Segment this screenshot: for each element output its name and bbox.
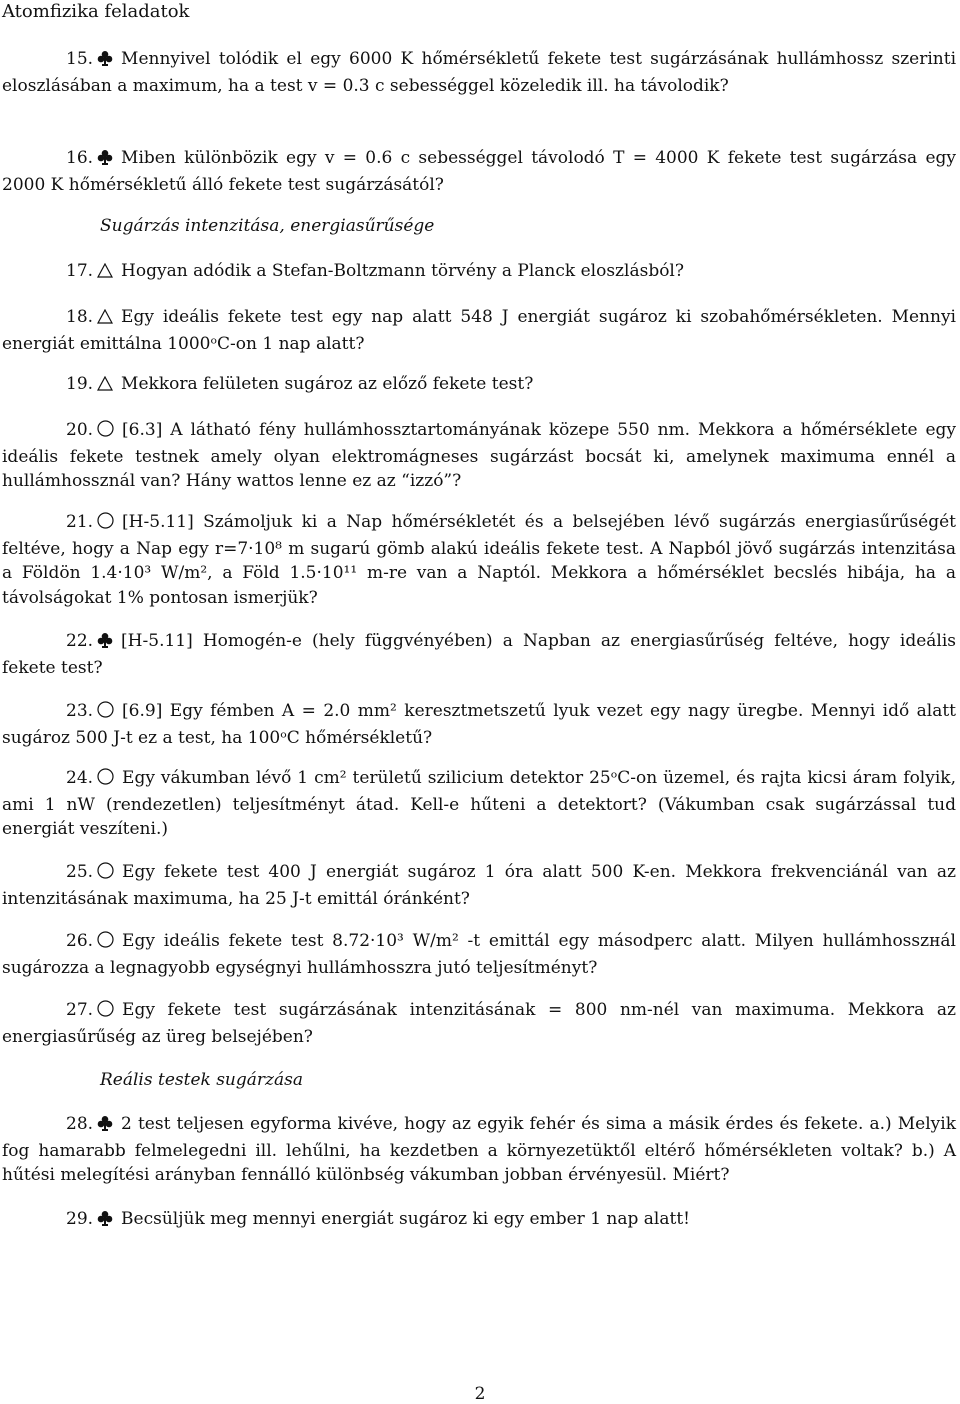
problem-number: 16.: [66, 148, 94, 168]
problem-22: [2, 629, 956, 680]
section-heading-intensity: Sugárzás intenzitása, energiasűrűsége: [100, 216, 435, 236]
problem-18: [2, 305, 956, 356]
problem-number: 15.: [66, 49, 94, 69]
problem-text: Miben különbözik egy v = 0.6 c sebességgel távolodó T = 4000 K fekete test sugárzása egy 2000 K hőmérsékletű álló fekete test sugárzásától?: [2, 148, 956, 195]
triangle-icon: [97, 307, 113, 332]
problem-number: 23.: [66, 701, 94, 721]
problem-21: [2, 510, 956, 610]
triangle-icon: [97, 374, 113, 399]
problem-23: [2, 699, 956, 750]
problem-text: Becsüljük meg mennyi energiát sugároz ki egy ember 1 nap alatt!: [121, 1209, 690, 1229]
problem-20: [2, 418, 956, 494]
circle-icon: [97, 420, 114, 445]
problem-number: 29.: [66, 1209, 94, 1229]
problem-number: 28.: [66, 1114, 94, 1134]
problem-number: 25.: [66, 862, 94, 882]
problem-number: 20.: [66, 420, 94, 440]
club-icon: [97, 148, 113, 173]
problem-text: [H-5.11] Számoljuk ki a Nap hőmérsékletét és a belsejében lévő sugárzás energiasűrűségét feltéve, hogy a Nap egy r=7·10⁸ m sugarú gömb alakú ideális fekete test. A Napból jövő sugárzás intenzitása a Földön 1.4·10³ W/m², a Föld 1.5·10¹¹ m-re van a Naptól. Mekkora a hőmérséklet becslés hibája, ha a távolságokat 1% pontosan ismerjük?: [2, 512, 956, 608]
problem-text: [6.3] A látható fény hullámhossztartományának közepe 550 nm. Mekkora a hőmérséklete egy ideális fekete testnek amely olyan elektromágneses sugárzást bocsát ki, amelynek maximuma ennél a hullámhossznál van? Hány wattos lenne ez az “izzó”?: [2, 420, 956, 491]
problem-25: [2, 860, 956, 911]
problem-number: 18.: [66, 307, 94, 327]
page-header-title: Atomfizika feladatok: [2, 1, 190, 22]
club-icon: [97, 49, 113, 74]
problem-text: Egy ideális fekete test egy nap alatt 548 J energiát sugároz ki szobahőmérsékleten. Mennyi energiát emittálna 1000ᵒC-on 1 nap alatt?: [2, 307, 956, 354]
problem-number: 21.: [66, 512, 94, 532]
problem-number: 26.: [66, 931, 94, 951]
problem-24: [2, 766, 956, 842]
problem-number: 27.: [66, 1000, 94, 1020]
club-icon: [97, 1114, 113, 1139]
circle-icon: [97, 768, 114, 793]
club-icon: [97, 631, 113, 656]
problem-number: 24.: [66, 768, 94, 788]
problem-16: [2, 146, 956, 197]
page-number: 2: [474, 1384, 486, 1404]
problem-19: [2, 372, 956, 399]
circle-icon: [97, 512, 114, 537]
problem-text: Egy ideális fekete test 8.72·10³ W/m² -t emittál egy másodperc alatt. Milyen hullámhosszнál sugározza a legnagyobb egységnyi hullámhosszra jutó teljesítményt?: [2, 931, 956, 978]
problem-text: Mekkora felületen sugároz az előző fekete test?: [121, 374, 534, 394]
problem-text: Egy fekete test sugárzásának intenzitásának = 800 nm-nél van maximuma. Mekkora az energiasűrűség az üreg belsejében?: [2, 1000, 956, 1047]
problem-text: [6.9] Egy fémben A = 2.0 mm² keresztmetszetű lyuk vezet egy nagy üregbe. Mennyi idő alatt sugároz 500 J-t ez a test, ha 100ᵒC hőmérsékletű?: [2, 701, 956, 748]
circle-icon: [97, 1000, 114, 1025]
problem-26: [2, 929, 956, 980]
circle-icon: [97, 931, 114, 956]
club-icon: [97, 1209, 113, 1234]
problem-text: Egy vákumban lévő 1 cm² területű szilicium detektor 25ᵒC-on üzemel, és rajta kicsi áram folyik, ami 1 nW (rendezetlen) teljesítményt átad. Kell-e hűteni a detektort? (Vákumban csak sugárzással tud energiát veszíteni.): [2, 768, 956, 839]
circle-icon: [97, 701, 114, 726]
problem-text: Hogyan adódik a Stefan-Boltzmann törvény a Planck eloszlásból?: [121, 261, 684, 281]
problem-number: 17.: [66, 261, 94, 281]
problem-text: 2 test teljesen egyforma kivéve, hogy az egyik fehér és sima a másik érdes és fekete. a.) Melyik fog hamarabb felmelegedni ill. lehűlni, ha kezdetben a környezetüktől eltérő hőmérsékleten voltak? b.) A hűtési melegítési arányban fennálló különbség vákumban jobban érvényesül. Miért?: [2, 1114, 956, 1185]
problem-17: [2, 259, 956, 286]
circle-icon: [97, 862, 114, 887]
problem-number: 19.: [66, 374, 94, 394]
problem-text: [H-5.11] Homogén-e (hely függvényében) a Napban az energiasűrűség feltéve, hogy ideális fekete test?: [2, 631, 956, 678]
problem-text: Egy fekete test 400 J energiát sugároz 1 óra alatt 500 K-en. Mekkora frekvenciánál van az intenzitásának maximuma, ha 25 J-t emittál óránként?: [2, 862, 956, 909]
problem-29: [2, 1207, 956, 1234]
problem-15: [2, 47, 956, 98]
problem-number: 22.: [66, 631, 94, 651]
problem-28: [2, 1112, 956, 1188]
triangle-icon: [97, 261, 113, 286]
problem-27: [2, 998, 956, 1049]
section-heading-real-bodies: Reális testek sugárzása: [100, 1070, 303, 1090]
problem-text: Mennyivel tolódik el egy 6000 K hőmérsékletű fekete test sugárzásának hullámhossz szerinti eloszlásában a maximum, ha a test v = 0.3 c sebességgel közeledik ill. ha távolodik?: [2, 49, 956, 96]
